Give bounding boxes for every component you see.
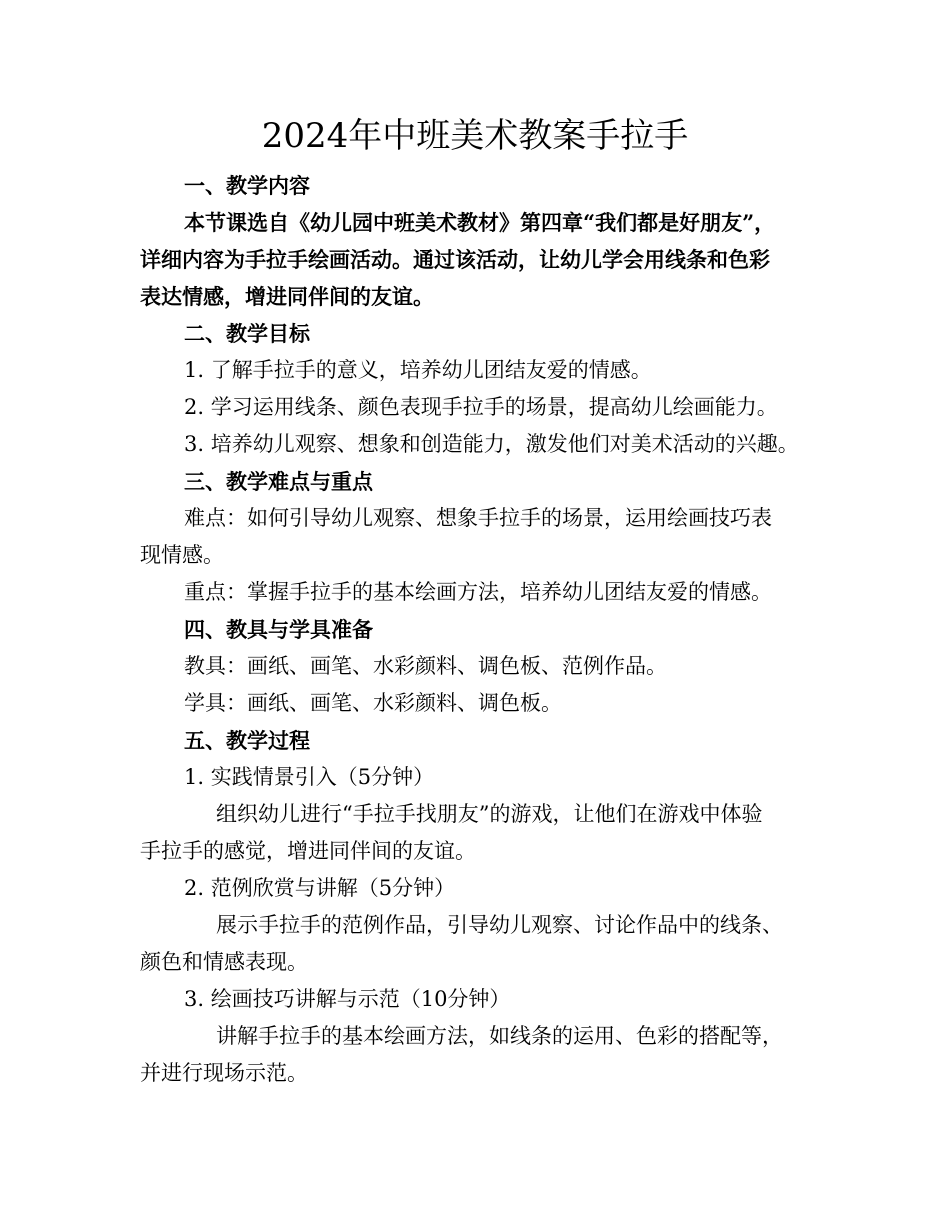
- list-item: 3. 绘画技巧讲解与示范（10分钟）: [184, 987, 511, 1011]
- paragraph-line: 教具：画纸、画笔、水彩颜料、调色板、范例作品。: [184, 654, 667, 678]
- section-heading-difficulties: 三、教学难点与重点: [184, 469, 373, 494]
- paragraph-line: 组织幼儿进行“手拉手找朋友”的游戏，让他们在游戏中体验: [216, 802, 763, 826]
- section-heading-objectives: 二、教学目标: [184, 321, 310, 346]
- paragraph-line: 表达情感，增进同伴间的友谊。: [140, 284, 434, 309]
- list-item: 2. 学习运用线条、颜色表现手拉手的场景，提高幼儿绘画能力。: [184, 395, 778, 419]
- paragraph-line: 本节课选自《幼儿园中班美术教材》第四章“我们都是好朋友”，: [184, 210, 776, 235]
- paragraph-line: 颜色和情感表现。: [140, 950, 308, 974]
- list-item: 1. 实践情景引入（5分钟）: [184, 765, 435, 789]
- paragraph-line: 难点：如何引导幼儿观察、想象手拉手的场景，运用绘画技巧表: [184, 506, 772, 530]
- paragraph-line: 讲解手拉手的基本绘画方法，如线条的运用、色彩的搭配等，: [216, 1024, 783, 1048]
- section-heading-process: 五、教学过程: [184, 728, 310, 753]
- paragraph-line: 详细内容为手拉手绘画活动。通过该活动，让幼儿学会用线条和色彩: [140, 247, 770, 272]
- paragraph-line: 并进行现场示范。: [140, 1061, 308, 1085]
- paragraph-line: 展示手拉手的范例作品，引导幼儿观察、讨论作品中的线条、: [216, 913, 783, 937]
- list-item: 3. 培养幼儿观察、想象和创造能力，激发他们对美术活动的兴趣。: [184, 432, 799, 456]
- document-title: 2024年中班美术教案手拉手: [261, 116, 689, 156]
- paragraph-line: 重点：掌握手拉手的基本绘画方法，培养幼儿团结友爱的情感。: [184, 580, 772, 604]
- section-heading-materials: 四、教具与学具准备: [184, 617, 373, 642]
- list-item: 2. 范例欣赏与讲解（5分钟）: [184, 876, 456, 900]
- list-item: 1. 了解手拉手的意义，培养幼儿团结友爱的情感。: [184, 358, 652, 382]
- paragraph-line: 手拉手的感觉，增进同伴间的友谊。: [140, 839, 476, 863]
- paragraph-line: 现情感。: [140, 543, 224, 567]
- paragraph-line: 学具：画纸、画笔、水彩颜料、调色板。: [184, 691, 562, 715]
- section-heading-content: 一、教学内容: [184, 173, 310, 198]
